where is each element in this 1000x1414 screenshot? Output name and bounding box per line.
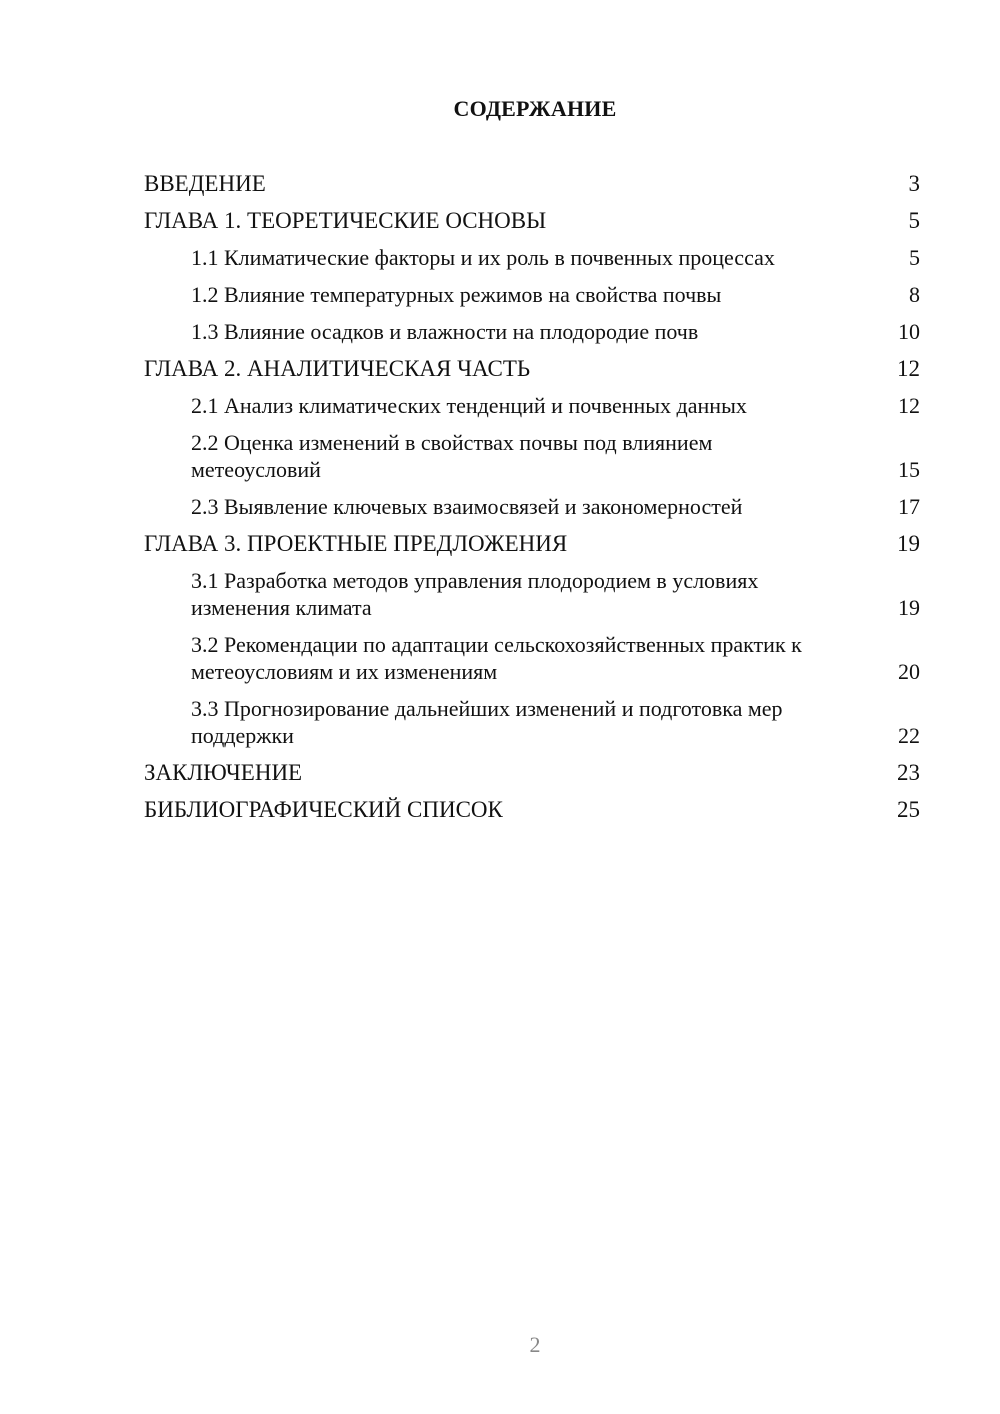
- toc-entry-page: 22: [898, 723, 920, 748]
- toc-entry-section-3-3[interactable]: [144, 695, 920, 749]
- toc-entry-page: 19: [898, 595, 920, 620]
- toc-entry-chapter-1[interactable]: [144, 207, 920, 234]
- toc-entry-label: 2.3 Выявление ключевых взаимосвязей и закономерностей: [191, 494, 743, 519]
- toc-entry-section-2-3[interactable]: [144, 493, 920, 520]
- toc-entry-introduction[interactable]: [144, 170, 920, 197]
- toc-entry-section-2-1[interactable]: [144, 392, 920, 419]
- toc-entry-section-3-2[interactable]: [144, 631, 920, 685]
- toc-entry-page: 5: [908, 208, 920, 233]
- toc-entry-section-1-1[interactable]: [144, 244, 920, 271]
- toc-entry-conclusion[interactable]: [144, 759, 920, 786]
- toc-entry-label: 1.3 Влияние осадков и влажности на плодородие почв: [191, 319, 699, 344]
- toc-entry-label: 3.1 Разработка методов управления плодородием в условиях изменения климата: [191, 568, 759, 620]
- toc-entry-label: ГЛАВА 2. АНАЛИТИЧЕСКАЯ ЧАСТЬ: [144, 356, 531, 381]
- toc-entry-label: 2.1 Анализ климатических тенденций и почвенных данных: [191, 393, 747, 418]
- toc-entry-page: 3: [908, 171, 920, 196]
- toc-entry-label: 1.1 Климатические факторы и их роль в почвенных процессах: [191, 245, 775, 270]
- toc-entry-label: БИБЛИОГРАФИЧЕСКИЙ СПИСОК: [144, 797, 503, 822]
- toc-entry-page: 12: [897, 356, 920, 381]
- toc-entry-page: 12: [898, 393, 920, 418]
- page-title: СОДЕРЖАНИЕ: [453, 96, 617, 121]
- toc-entry-bibliography[interactable]: [144, 796, 920, 823]
- toc-entry-page: 23: [897, 760, 920, 785]
- toc-entry-label: ЗАКЛЮЧЕНИЕ: [144, 760, 303, 785]
- page-number: 2: [529, 1332, 541, 1357]
- toc-entry-label: ГЛАВА 3. ПРОЕКТНЫЕ ПРЕДЛОЖЕНИЯ: [144, 531, 568, 556]
- toc-entry-page: 15: [898, 457, 920, 482]
- toc-entry-chapter-3[interactable]: [144, 530, 920, 557]
- toc-entry-page: 10: [898, 319, 920, 344]
- toc-entry-section-2-2[interactable]: [144, 429, 920, 483]
- toc-entry-page: 19: [897, 531, 920, 556]
- toc-entry-label: 2.2 Оценка изменений в свойствах почвы под влиянием метеоусловий: [191, 430, 713, 482]
- table-of-contents: [144, 170, 920, 833]
- toc-entry-page: 5: [909, 245, 920, 270]
- toc-entry-label: ГЛАВА 1. ТЕОРЕТИЧЕСКИЕ ОСНОВЫ: [144, 208, 547, 233]
- toc-entry-label: 3.2 Рекомендации по адаптации сельскохозяйственных практик к метеоусловиям и их изменениям: [191, 632, 802, 684]
- toc-entry-label: 3.3 Прогнозирование дальнейших изменений и подготовка мер поддержки: [191, 696, 783, 748]
- toc-entry-label: 1.2 Влияние температурных режимов на свойства почвы: [191, 282, 722, 307]
- toc-entry-page: 8: [909, 282, 920, 307]
- toc-entry-page: 25: [897, 797, 920, 822]
- toc-entry-page: 17: [898, 494, 920, 519]
- toc-entry-page: 20: [898, 659, 920, 684]
- toc-entry-label: ВВЕДЕНИЕ: [144, 171, 266, 196]
- toc-entry-section-1-3[interactable]: [144, 318, 920, 345]
- toc-entry-section-1-2[interactable]: [144, 281, 920, 308]
- toc-entry-chapter-2[interactable]: [144, 355, 920, 382]
- toc-entry-section-3-1[interactable]: [144, 567, 920, 621]
